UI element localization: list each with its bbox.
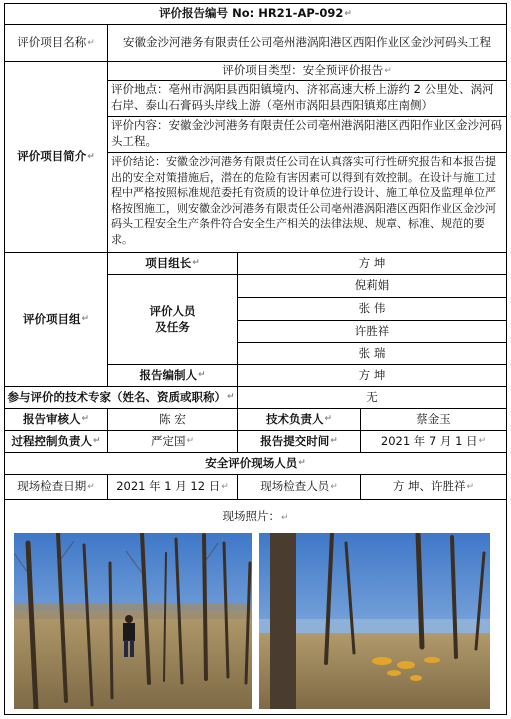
paragraph-mark-icon: ↵ [466,481,475,492]
reviewer-cell [108,409,238,431]
site-date-label-cell [5,475,108,500]
paragraph-mark-icon: ↵ [87,37,95,48]
tech-lead-cell [361,409,506,431]
team-member-name: 张 伟 [358,301,386,316]
paragraph-mark-icon: ↵ [87,481,95,492]
team-members-label-cell [108,275,238,365]
team-member-row [238,275,506,298]
paragraph-mark-icon: ↵ [81,414,90,425]
project-name-value: 安徽金沙河港务有限责任公司亳州港涡阳港区西阳作业区金沙河码头工程 [123,35,491,50]
team-leader-name: 方 坤 [358,255,386,270]
site-personnel-title: 安全评价现场人员 [205,455,298,470]
site-date-label: 现场检查日期 [17,479,87,494]
summary-content: 评价内容：安徽金沙河港务有限责任公司亳州港涡阳港区西阳作业区金沙河码头工程。 [111,118,502,148]
site-date-value: 2021 年 1 月 12 日 [116,479,221,494]
paragraph-mark-icon: ↵ [298,458,306,469]
site-people-label-cell [238,475,361,500]
tree-trunk [270,533,296,709]
team-members-label-line1: 评价人员 [149,303,196,318]
tech-lead-label-cell [238,409,361,431]
tech-lead-label: 技术负责人 [265,411,324,426]
paragraph-mark-icon: ↵ [324,414,333,425]
site-people-label: 现场检查人员 [260,479,330,494]
reviewer-label: 报告审核人 [22,411,81,426]
reviewer-name: 陈 宏 [159,411,186,426]
summary-label: 评价项目简介 [17,149,87,164]
site-photos-label: 现场照片： [222,509,280,523]
team-compiler-label: 报告编制人 [139,367,197,382]
reviewer-label-cell [5,409,108,431]
team-member-name: 张 瑞 [358,345,386,360]
site-people-cell [361,475,506,500]
submit-time-label: 报告提交时间 [260,433,330,448]
summary-conclusion-cell [108,153,506,253]
submit-time-value: 2021 年 7 月 1 日 [380,433,478,448]
team-member-name: 倪莉娟 [354,278,390,293]
paragraph-mark-icon: ↵ [330,436,338,447]
paragraph-mark-icon: ↵ [197,370,206,381]
report-number-label: 评价报告编号 No: [159,6,255,21]
submit-time-label-cell [238,431,361,453]
experts-value-cell [238,387,506,409]
report-number-value: HR21-AP-092 [258,6,344,21]
site-photo-1 [14,533,252,709]
team-label: 评价项目组 [22,311,81,326]
paragraph-mark-icon: ↵ [221,481,229,492]
process-label: 过程控制负责人 [11,433,92,448]
summary-location: 评价地点：亳州市涡阳县西阳镇境内、济祁高速大桥上游约 2 公里处、涡河右岸、泰山石膏码头岸线上游（亳州市涡阳县西阳镇郑庄南侧） [111,82,494,112]
experts-value: 无 [366,389,378,404]
paragraph-mark-icon: ↵ [92,436,101,447]
team-member-row [238,343,506,365]
process-cell [108,431,238,453]
summary-type: 评价项目类型：安全预评价报告 [222,63,384,78]
summary-conclusion: 评价结论：安徽金沙河港务有限责任公司在认真落实可行性研究报告和本报告提出的安全对策措施后，潜在的危险有害因素可以得到有效控制。在设计与施工过程中严格按照标准规范委托有资质的设计单位进行设计、施工单位及监理单位严格按图施工，则安徽金沙河港务有限责任公司亳州港涡阳港区西阳作业区金沙河码头工程安全生产条件符合安全生产相关的法律法规、规章、标准、规范的要求。 [111,155,496,246]
site-date-cell [108,475,238,500]
site-photos [14,533,490,709]
submit-time-cell [361,431,506,453]
report-number-row [5,4,506,25]
paragraph-mark-icon: ↵ [81,314,90,325]
project-name-label-cell [5,25,108,62]
team-member-row [238,298,506,321]
paragraph-mark-icon: ↵ [330,481,338,492]
tech-lead-name: 蔡金玉 [416,411,451,426]
paragraph-mark-icon: ↵ [344,8,352,19]
team-leader-label: 项目组长 [145,255,192,270]
team-members-label-line2: 及任务 [155,319,190,334]
process-name: 严定国 [150,433,186,448]
team-leader-cell [238,253,506,275]
team-label-cell [5,253,108,387]
summary-label-cell [5,62,108,253]
site-photos-label-row [5,508,506,526]
team-leader-label-cell [108,253,238,275]
team-compiler-label-cell [108,365,238,387]
summary-type-cell [108,62,506,81]
summary-content-cell [108,117,506,153]
paragraph-mark-icon: ↵ [192,258,200,269]
project-name-value-cell [108,25,506,62]
process-label-cell [5,431,108,453]
team-compiler-name: 方 坤 [358,367,386,382]
paragraph-mark-icon: ↵ [478,436,487,447]
team-compiler-cell [238,365,506,387]
project-name-label: 评价项目名称 [17,35,87,50]
site-people-value: 方 坤、许胜祥 [392,479,466,494]
summary-location-cell [108,81,506,117]
site-photo-2 [259,533,490,709]
team-member-row [238,321,506,343]
paragraph-mark-icon: ↵ [280,513,289,523]
site-personnel-title-cell [5,453,506,475]
experts-label: 参与评价的技术专家（姓名、资质或职称） [7,389,226,404]
team-member-name: 许胜祥 [354,323,390,338]
experts-label-cell [5,387,238,409]
paragraph-mark-icon: ↵ [186,436,195,447]
paragraph-mark-icon: ↵ [384,65,392,76]
paragraph-mark-icon: ↵ [226,392,235,403]
paragraph-mark-icon: ↵ [87,151,95,162]
